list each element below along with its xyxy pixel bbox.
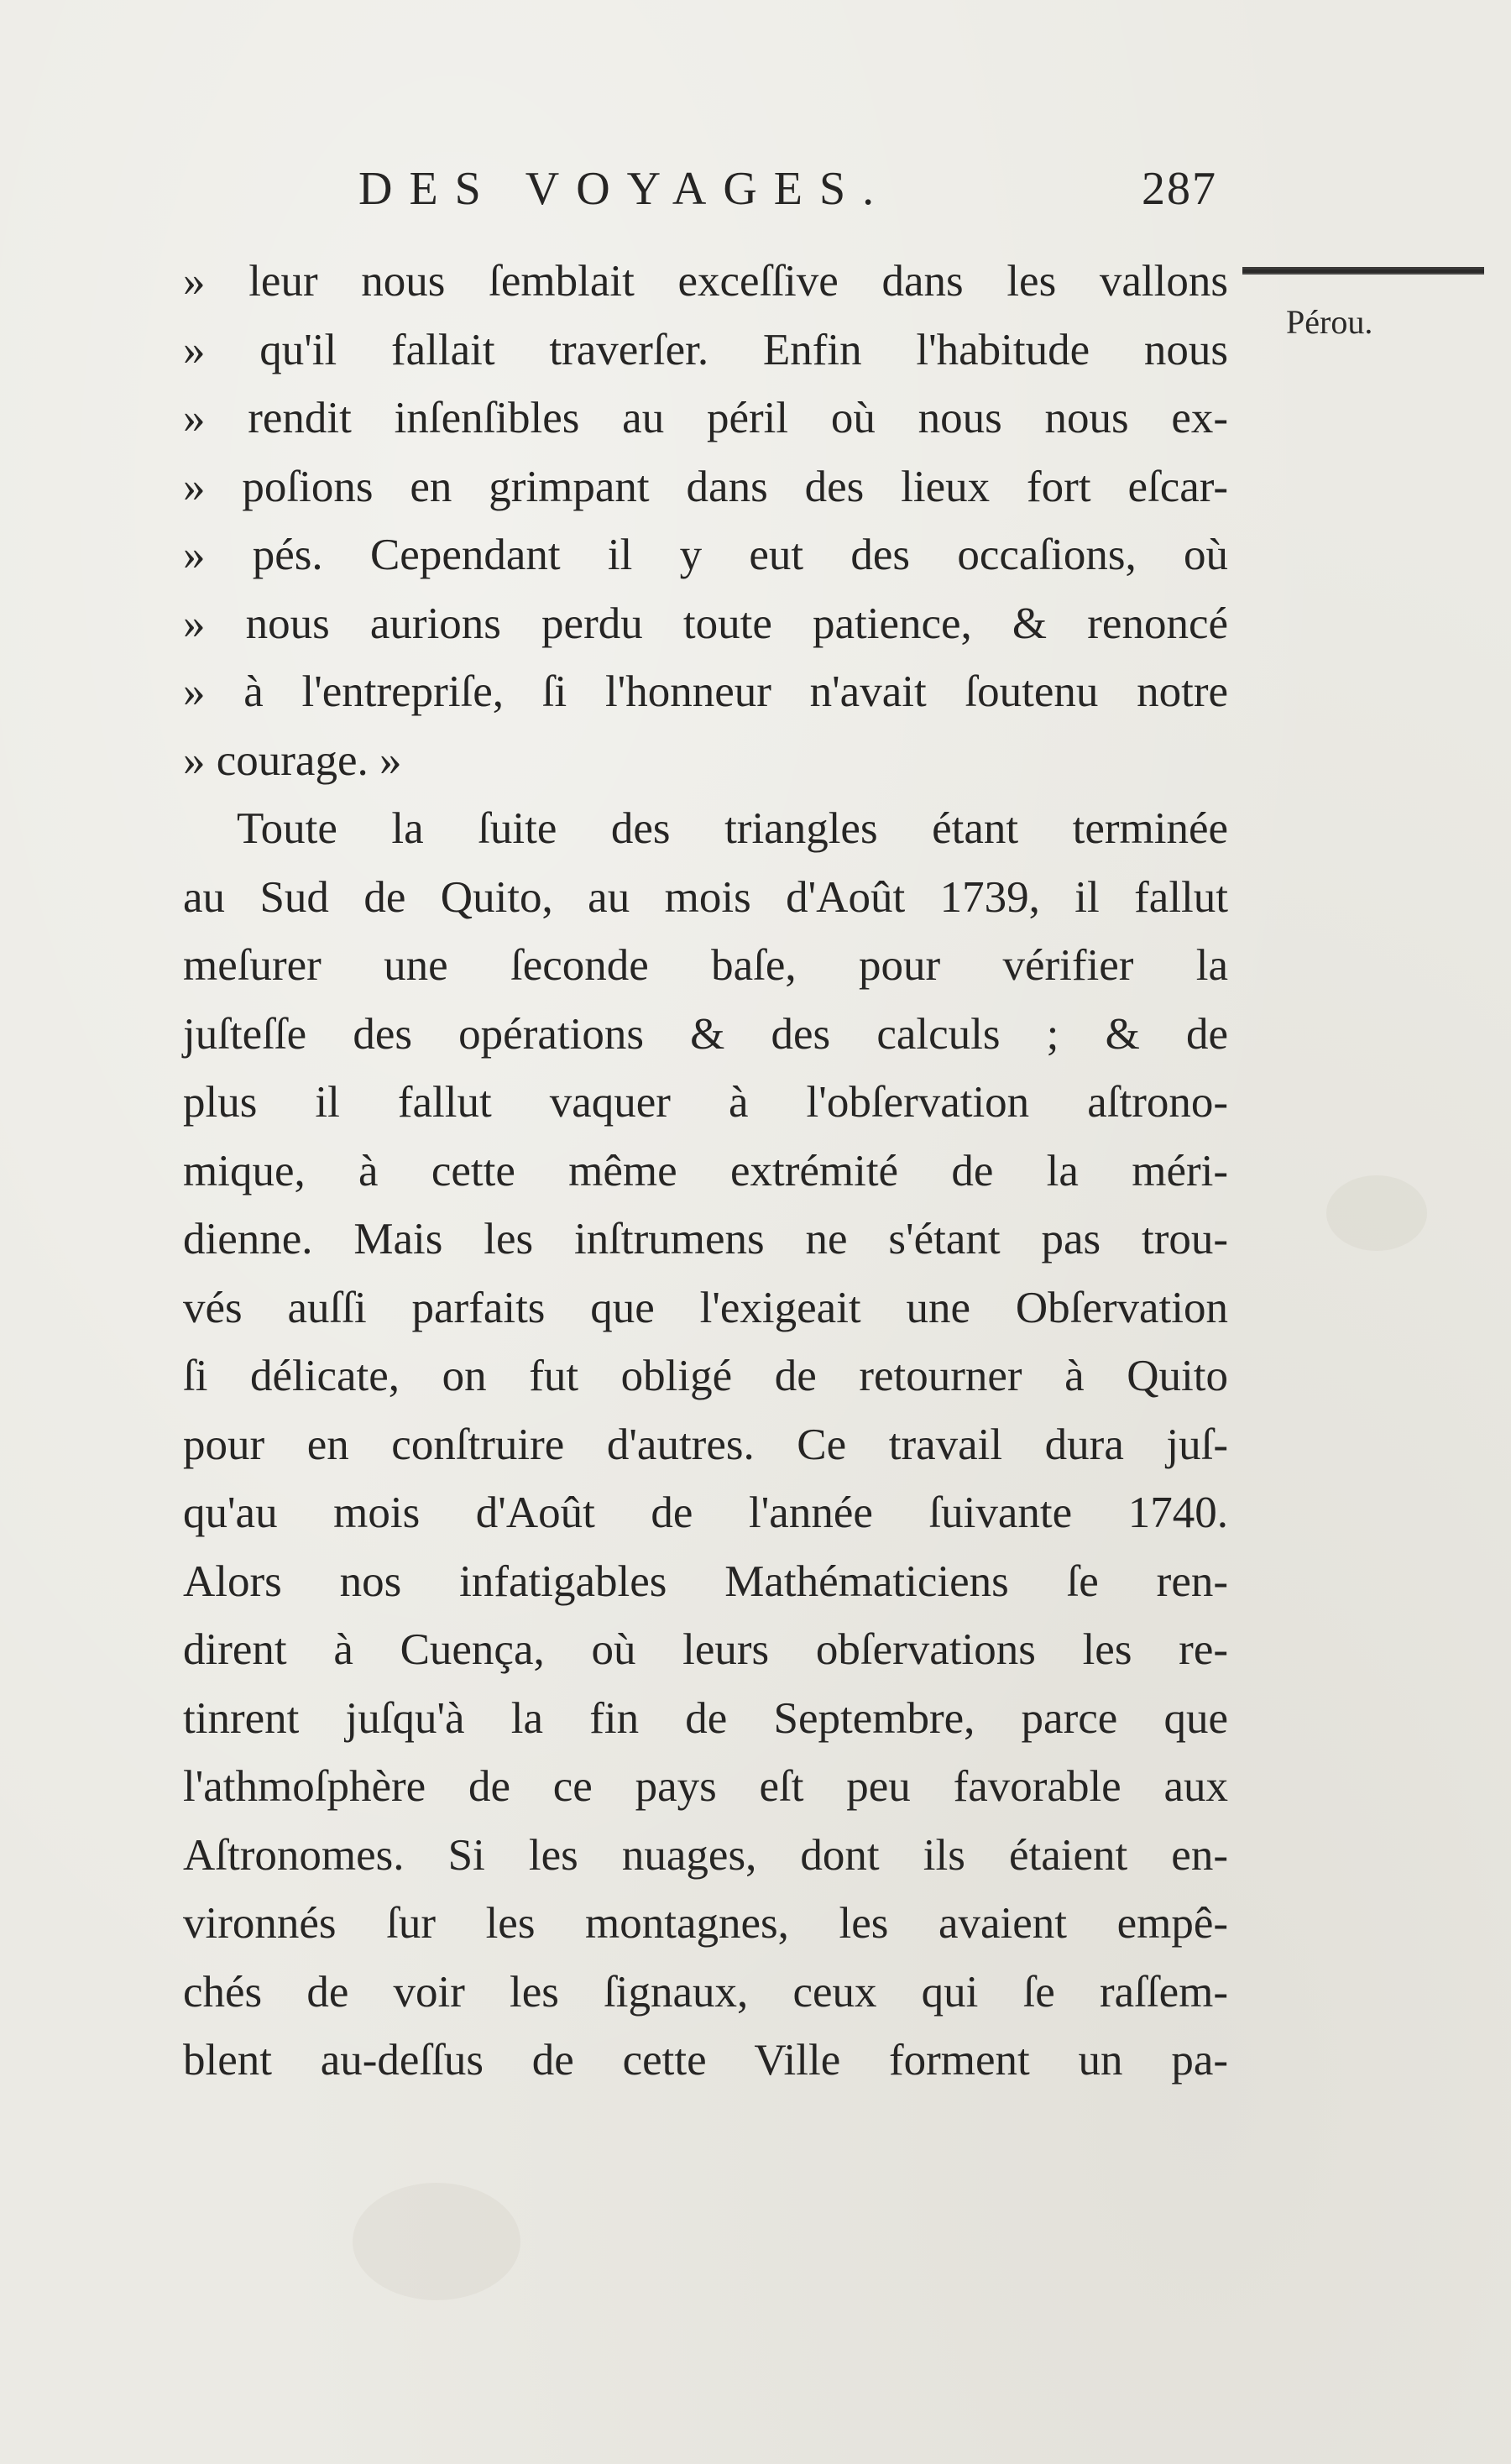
text-line: » pés. Cependant il y eut des occaſions, où [183, 531, 1228, 579]
text-line: pour en conſtruire d'autres. Ce travail dura juſ- [183, 1420, 1228, 1469]
text-line: tinrent juſqu'à la fin de Septembre, parce que [183, 1693, 1228, 1743]
text-line: Alors nos infatigables Mathématiciens ſe ren- [183, 1556, 1228, 1606]
body-text [183, 248, 1228, 2095]
text-line: qu'au mois d'Août de l'année ſuivante 1740. [183, 1488, 1228, 1537]
text-line: plus il fallut vaquer à l'obſervation aſtrono- [183, 1078, 1228, 1127]
text-line: dienne. Mais les inſtrumens ne s'étant pas trou- [183, 1215, 1228, 1263]
running-head [180, 162, 1217, 221]
text-line: l'athmoſphère de ce pays eſt peu favorable aux [183, 1762, 1228, 1811]
text-line: » poſions en grimpant dans des lieux fort eſcar- [183, 462, 1228, 511]
text-line: Toute la ſuite des triangles étant terminée [237, 804, 1228, 853]
text-line: » rendit inſenſibles au péril où nous nous ex- [183, 394, 1228, 442]
page-number: 287 [1142, 163, 1217, 215]
text-line: » qu'il fallait traverſer. Enfin l'habitude nous [183, 325, 1228, 374]
text-line: vironnés ſur les montagnes, les avaient empê- [183, 1899, 1228, 1948]
text-line: ſi délicate, on fut obligé de retourner à Quito [183, 1352, 1228, 1400]
text-line: vés auſſi parfaits que l'exigeait une Obſervation [183, 1283, 1228, 1332]
text-line: » à l'entrepriſe, ſi l'honneur n'avait ſoutenu notre [183, 667, 1228, 716]
text-line: Aſtronomes. Si les nuages, dont ils étaient en- [183, 1830, 1228, 1880]
running-head-title: DES VOYAGES. [358, 163, 891, 215]
text-line: chés de voir les ſignaux, ceux qui ſe raſſem- [183, 1967, 1228, 2017]
text-line: » courage. » [183, 735, 402, 785]
text-line: blent au-deſſus de cette Ville forment un pa- [183, 2036, 1228, 2085]
text-line: juſteſſe des opérations & des calculs ; & de [183, 1009, 1228, 1059]
margin-rule [1242, 267, 1484, 275]
text-line: » leur nous ſemblait exceſſive dans les vallons [183, 257, 1228, 306]
margin-note: Pérou. [1286, 303, 1373, 341]
text-line: » nous aurions perdu toute patience, & renoncé [183, 599, 1228, 648]
text-line: dirent à Cuença, où leurs obſervations les re- [183, 1625, 1228, 1674]
text-line: meſurer une ſeconde baſe, pour vérifier la [183, 941, 1228, 990]
paper-stain [1326, 1175, 1427, 1251]
text-line: au Sud de Quito, au mois d'Août 1739, il fallut [183, 872, 1228, 922]
text-line: mique, à cette même extrémité de la méri- [183, 1146, 1228, 1195]
paper-stain [353, 2183, 520, 2300]
